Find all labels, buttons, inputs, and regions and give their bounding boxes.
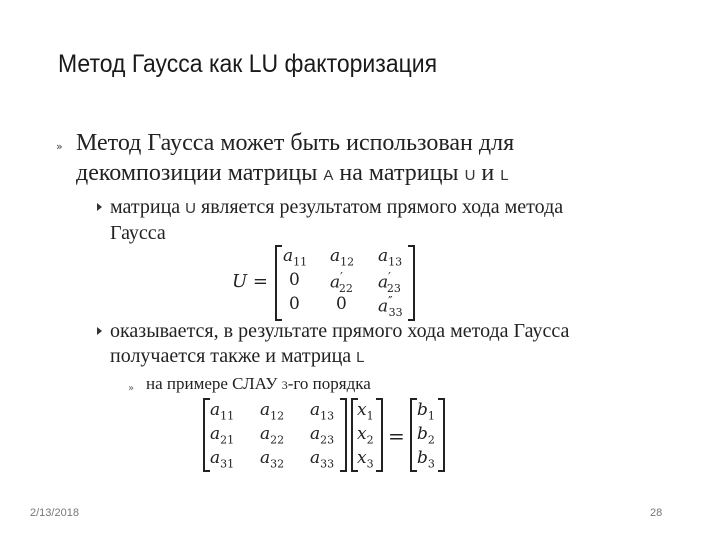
u-matrix-entry: $a'_{22}$	[330, 270, 353, 296]
u-matrix-left-bracket	[275, 245, 282, 321]
sub3-marker: »	[128, 383, 135, 394]
u-matrix-entry: $a_{12}$	[330, 246, 355, 269]
x-vector-right-bracket	[376, 398, 383, 472]
sub1-text-line2: Гаусса	[110, 222, 166, 244]
sub2-l-symbol: L	[356, 349, 365, 366]
u-matrix-entry: 0	[289, 294, 300, 314]
sub1-text-a: матрица	[110, 196, 186, 218]
triangle-bullet-icon	[97, 327, 102, 335]
u-matrix-entry: $a_{11}$	[283, 246, 308, 269]
sub3-text-a: на примере СЛАУ	[146, 374, 282, 393]
a-matrix-entry: $a_{11}$	[210, 400, 235, 423]
matrix-a-symbol: A	[323, 167, 334, 184]
sub2-text-line2: получается также и матрица	[110, 345, 357, 367]
a-matrix-entry: $a_{32}$	[260, 448, 285, 471]
bullet-text-line2a: декомпозиции матрицы	[76, 160, 324, 186]
sub3-order-number: 3	[281, 378, 288, 392]
bullet-marker: »	[56, 140, 63, 153]
b-vector-right-bracket	[438, 398, 445, 472]
b-vector-entry: $b_3$	[417, 448, 435, 471]
sub1-text-b: является результатом прямого хода метода	[196, 196, 564, 218]
matrix-u-symbol: U	[464, 167, 476, 184]
x-vector-entry: $x_2$	[357, 424, 374, 447]
sub2-text-line1: оказывается, в результате прямого хода метода Гаусса	[110, 320, 570, 342]
a-matrix-entry: $a_{23}$	[310, 424, 335, 447]
u-matrix-entry: $a''_{33}$	[378, 294, 403, 320]
footer-date: 2/13/2018	[30, 507, 79, 519]
footer-page-number: 28	[650, 507, 663, 519]
bullet-text-line1: Метод Гаусса может быть использован для	[76, 130, 515, 156]
sub-bullet-2	[110, 319, 690, 370]
matrix-l-symbol: L	[500, 167, 509, 184]
a-matrix-entry: $a_{33}$	[310, 448, 335, 471]
sub1-u-symbol: U	[185, 200, 196, 217]
slide-title: Метод Гаусса как LU факторизация	[58, 50, 438, 78]
b-vector-left-bracket	[410, 398, 417, 472]
a-matrix-entry: $a_{31}$	[210, 448, 235, 471]
a-matrix-left-bracket	[203, 398, 210, 472]
u-matrix-lhs: U =	[232, 271, 268, 292]
bullet-text-and: и	[475, 160, 501, 186]
a-matrix-entry: $a_{12}$	[260, 400, 285, 423]
triangle-bullet-icon	[97, 203, 102, 211]
a-matrix-entry: $a_{21}$	[210, 424, 235, 447]
sub-bullet-1	[110, 195, 670, 246]
a-matrix-entry: $a_{22}$	[260, 424, 285, 447]
a-matrix-entry: $a_{13}$	[310, 400, 335, 423]
sub3-text-b: -го порядка	[287, 374, 371, 393]
b-vector-entry: $b_1$	[417, 400, 435, 423]
x-vector-entry: $x_3$	[357, 448, 374, 471]
u-matrix-entry: $a_{13}$	[378, 246, 403, 269]
x-vector-entry: $x_1$	[357, 400, 374, 423]
bullet-text-main	[76, 128, 636, 191]
u-matrix-entry: $a'_{23}$	[378, 270, 401, 296]
u-matrix-entry: 0	[289, 270, 300, 290]
equals-sign: =	[388, 424, 405, 448]
bullet-text-line2b: на матрицы	[333, 160, 465, 186]
sub-bullet-3	[146, 374, 371, 394]
b-vector-entry: $b_2$	[417, 424, 435, 447]
u-matrix-entry: 0	[336, 294, 347, 314]
a-matrix-right-bracket	[340, 398, 347, 472]
u-matrix-right-bracket	[408, 245, 415, 321]
